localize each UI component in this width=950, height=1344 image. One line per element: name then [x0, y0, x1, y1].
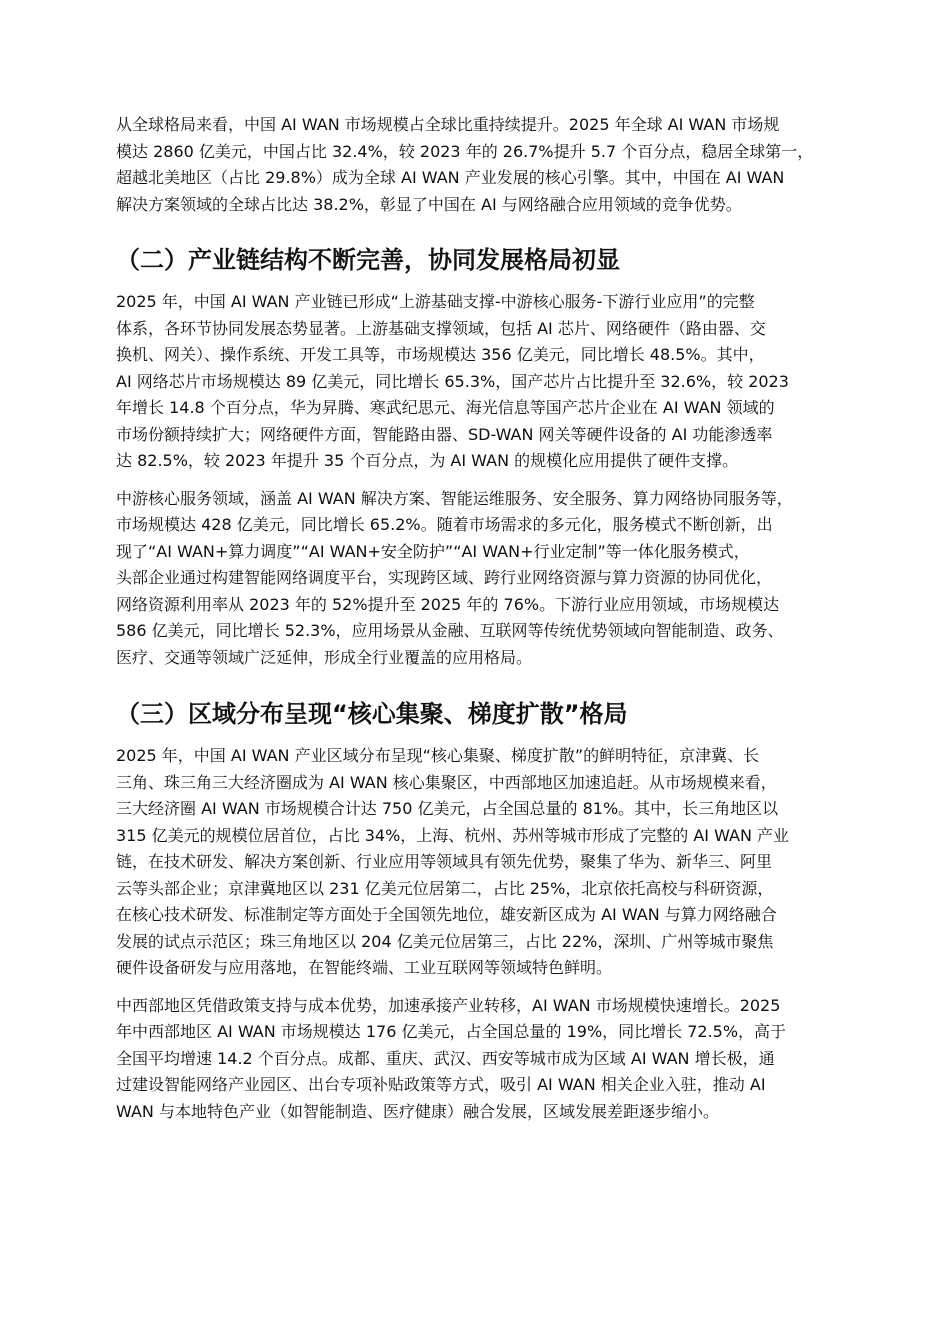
text-line: 586 亿美元，同比增长 52.3%，应用场景从金融、互联网等传统优势领域向智能制造、政务、: [116, 621, 784, 640]
text-line: 体系，各环节协同发展态势显著。上游基础支撑领域，包括 AI 芯片、网络硬件（路由器、交: [116, 318, 766, 338]
text-line: 超越北美地区（占比 29.8%）成为全球 AI WAN 产业发展的核心引擎。其中，中国在 AI WAN: [116, 168, 785, 187]
text-line: 解决方案领域的全球占比达 38.2%，彰显了中国在 AI 与网络融合应用领域的竞争优势。: [116, 194, 742, 214]
text-line: 达 82.5%，较 2023 年提升 35 个百分点，为 AI WAN 的规模化应用提供了硬件支撑。: [116, 451, 739, 470]
text-line: 过建设智能网络产业园区、出台专项补贴政策等方式，吸引 AI WAN 相关企业入驻，推动 AI: [116, 1075, 766, 1094]
text-line: 全国平均增速 14.2 个百分点。成都、重庆、武汉、西安等城市成为区域 AI WAN 增长极，通: [116, 1048, 775, 1068]
text-line: 中游核心服务领域，涵盖 AI WAN 解决方案、智能运维服务、安全服务、算力网络协同服务等，: [116, 488, 793, 508]
text-line: 市场份额持续扩大；网络硬件方面，智能路由器、SD-WAN 网关等硬件设备的 AI 功能渗透率: [116, 424, 773, 444]
paragraph-midstream-downstream: [116, 486, 844, 672]
text-line: 中西部地区凭借政策支持与成本优势，加速承接产业转移，AI WAN 市场规模快速增长。2025: [116, 995, 781, 1015]
text-line: AI 网络芯片市场规模达 89 亿美元，同比增长 65.3%，国产芯片占比提升至 32.6%，较 2023: [116, 371, 789, 391]
text-line: 在核心技术研发、标准制定等方面处于全国领先地位，雄安新区成为 AI WAN 与算力网络融合: [116, 905, 777, 924]
text-line: 年增长 14.8 个百分点，华为昇腾、寒武纪思元、海光信息等国产芯片企业在 AI WAN 领域的: [116, 398, 775, 417]
text-line: 315 亿美元的规模位居首位，占比 34%，上海、杭州、苏州等城市形成了完整的 AI WAN 产业: [116, 825, 790, 845]
text-line: 三角、珠三角三大经济圈成为 AI WAN 核心集聚区，中西部地区加速追赶。从市场规模来看，: [116, 772, 777, 792]
text-line: 链，在技术研发、解决方案创新、行业应用等领域具有领先优势，聚集了华为、新华三、阿里: [116, 852, 773, 871]
text-line: 硬件设备研发与应用落地，在智能终端、工业互联网等领域特色鲜明。: [116, 958, 613, 977]
section-heading-industry-chain: （二）产业链结构不断完善，协同发展格局初显: [116, 246, 620, 274]
text-line: 年中西部地区 AI WAN 市场规模达 176 亿美元，占全国总量的 19%，同比增长 72.5%，高于: [116, 1022, 787, 1041]
text-line: 2025 年，中国 AI WAN 产业链已形成“上游基础支撑-中游核心服务-下游行业应用”的完整: [116, 292, 755, 311]
text-line: 云等头部企业；京津冀地区以 231 亿美元位居第二，占比 25%，北京依托高校与科研资源，: [116, 878, 774, 898]
text-line: 2025 年，中国 AI WAN 产业区域分布呈现“核心集聚、梯度扩散”的鲜明特征，京津冀、长: [116, 746, 760, 765]
text-line: 头部企业通过构建智能网络调度平台，实现跨区域、跨行业网络资源与算力资源的协同优化，: [116, 568, 773, 587]
text-line: 模达 2860 亿美元，中国占比 32.4%，较 2023 年的 26.7%提升 5.7 个百分点，稳居全球第一，: [116, 141, 814, 161]
text-line: 三大经济圈 AI WAN 市场规模合计达 750 亿美元，占全国总量的 81%。其中，长三角地区以: [116, 799, 779, 818]
text-line: 现了“AI WAN+算力调度”“AI WAN+安全防护”“AI WAN+行业定制”等一体化服务模式，: [116, 541, 750, 561]
text-line: 医疗、交通等领域广泛延伸，形成全行业覆盖的应用格局。: [116, 647, 533, 667]
text-line: WAN 与本地特色产业（如智能制造、医疗健康）融合发展，区域发展差距逐步缩小。: [116, 1101, 719, 1121]
paragraph-central-western: [116, 993, 844, 1126]
text-line: 网络资源利用率从 2023 年的 52%提升至 2025 年的 76%。下游行业应用领域，市场规模达: [116, 594, 780, 614]
paragraph-core-regions: [116, 743, 844, 982]
text-line: 换机、网关）、操作系统、开发工具等，市场规模达 356 亿美元，同比增长 48.5%。其中，: [116, 345, 765, 364]
paragraph-global-share: [116, 112, 844, 218]
paragraph-upstream: [116, 289, 844, 475]
section-heading-regional-distribution: （三）区域分布呈现“核心集聚、梯度扩散”格局: [116, 700, 628, 728]
text-line: 从全球格局来看，中国 AI WAN 市场规模占全球比重持续提升。2025 年全球 AI WAN 市场规: [116, 115, 780, 134]
text-line: 发展的试点示范区；珠三角地区以 204 亿美元位居第三，占比 22%，深圳、广州等城市聚焦: [116, 931, 774, 951]
document-page: [116, 112, 844, 1125]
text-line: 市场规模达 428 亿美元，同比增长 65.2%。随着市场需求的多元化，服务模式不断创新，出: [116, 515, 773, 534]
